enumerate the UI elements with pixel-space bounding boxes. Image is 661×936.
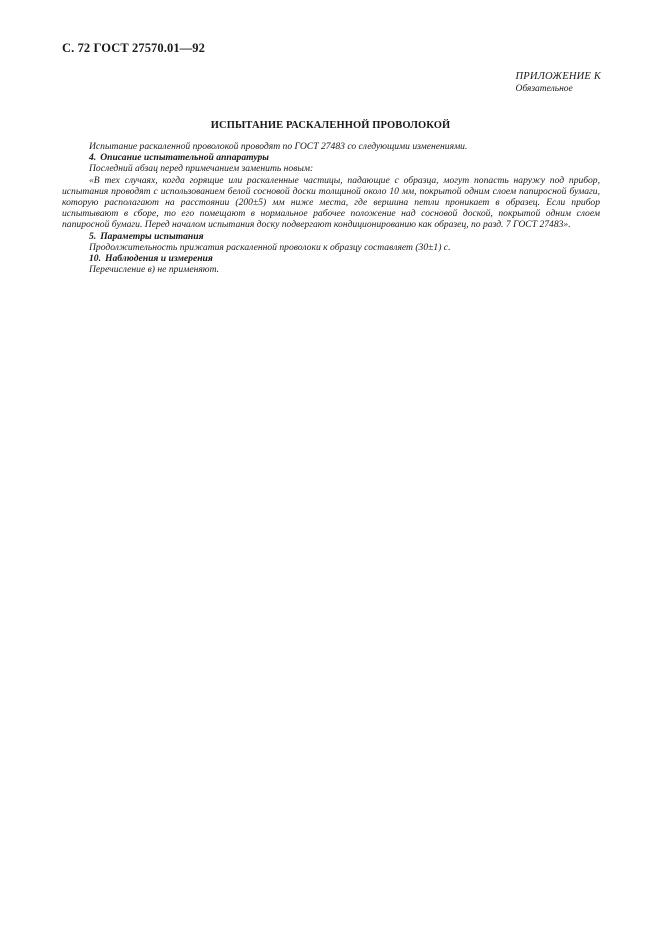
section-heading-10 <box>62 253 600 264</box>
section-number: 10. <box>89 253 101 265</box>
section-title: ИСПЫТАНИЕ РАСКАЛЕННОЙ ПРОВОЛОКОЙ <box>210 120 451 131</box>
appendix-status: Обязательное <box>515 84 573 94</box>
paragraph: Последний абзац перед примечанием заменить новым: <box>89 163 314 175</box>
section-heading-text: Параметры испытания <box>100 230 204 242</box>
section-number: 5. <box>89 230 97 242</box>
appendix-title: ПРИЛОЖЕНИЕ К <box>515 71 601 82</box>
paragraph: Продолжительность прижатия раскаленной проволоки к образцу составляет (30±1) с. <box>89 241 451 253</box>
document-body <box>62 141 600 275</box>
section-heading-4 <box>62 152 600 163</box>
appendix-label <box>516 71 601 95</box>
section-heading-text: Описание испытательной аппаратуры <box>100 152 269 164</box>
paragraph: Перечисление в) не применяют. <box>89 264 220 276</box>
page-header: С. 72 ГОСТ 27570.01—92 <box>62 41 205 55</box>
section-heading-text: Наблюдения и измерения <box>105 253 213 265</box>
section-number: 4. <box>89 152 97 164</box>
intro-paragraph: Испытание раскаленной проволокой проводят по ГОСТ 27483 со следующими изменениями. <box>89 141 468 152</box>
quoted-paragraph: «В тех случаях, когда горящие или раскаленные частицы, падающие с образца, могут попасть наружу под прибор, испытания проводят с использованием белой сосновой доски толщиной около 10 мм, покрытой одним слоем папиросной бумаги, которую располагают на расстоянии (200±5) мм ниже места, где вершина петли проникает в образец. Если прибор испытывают в сборе, то его помещают в нормальное рабочее положение над сосновой доской, покрытой одним слоем папиросной бумаги. Перед началом испытания доску подвергают кондиционированию как образец, по разд. 7 ГОСТ 27483». <box>62 174 600 231</box>
section-heading-5 <box>62 231 600 242</box>
